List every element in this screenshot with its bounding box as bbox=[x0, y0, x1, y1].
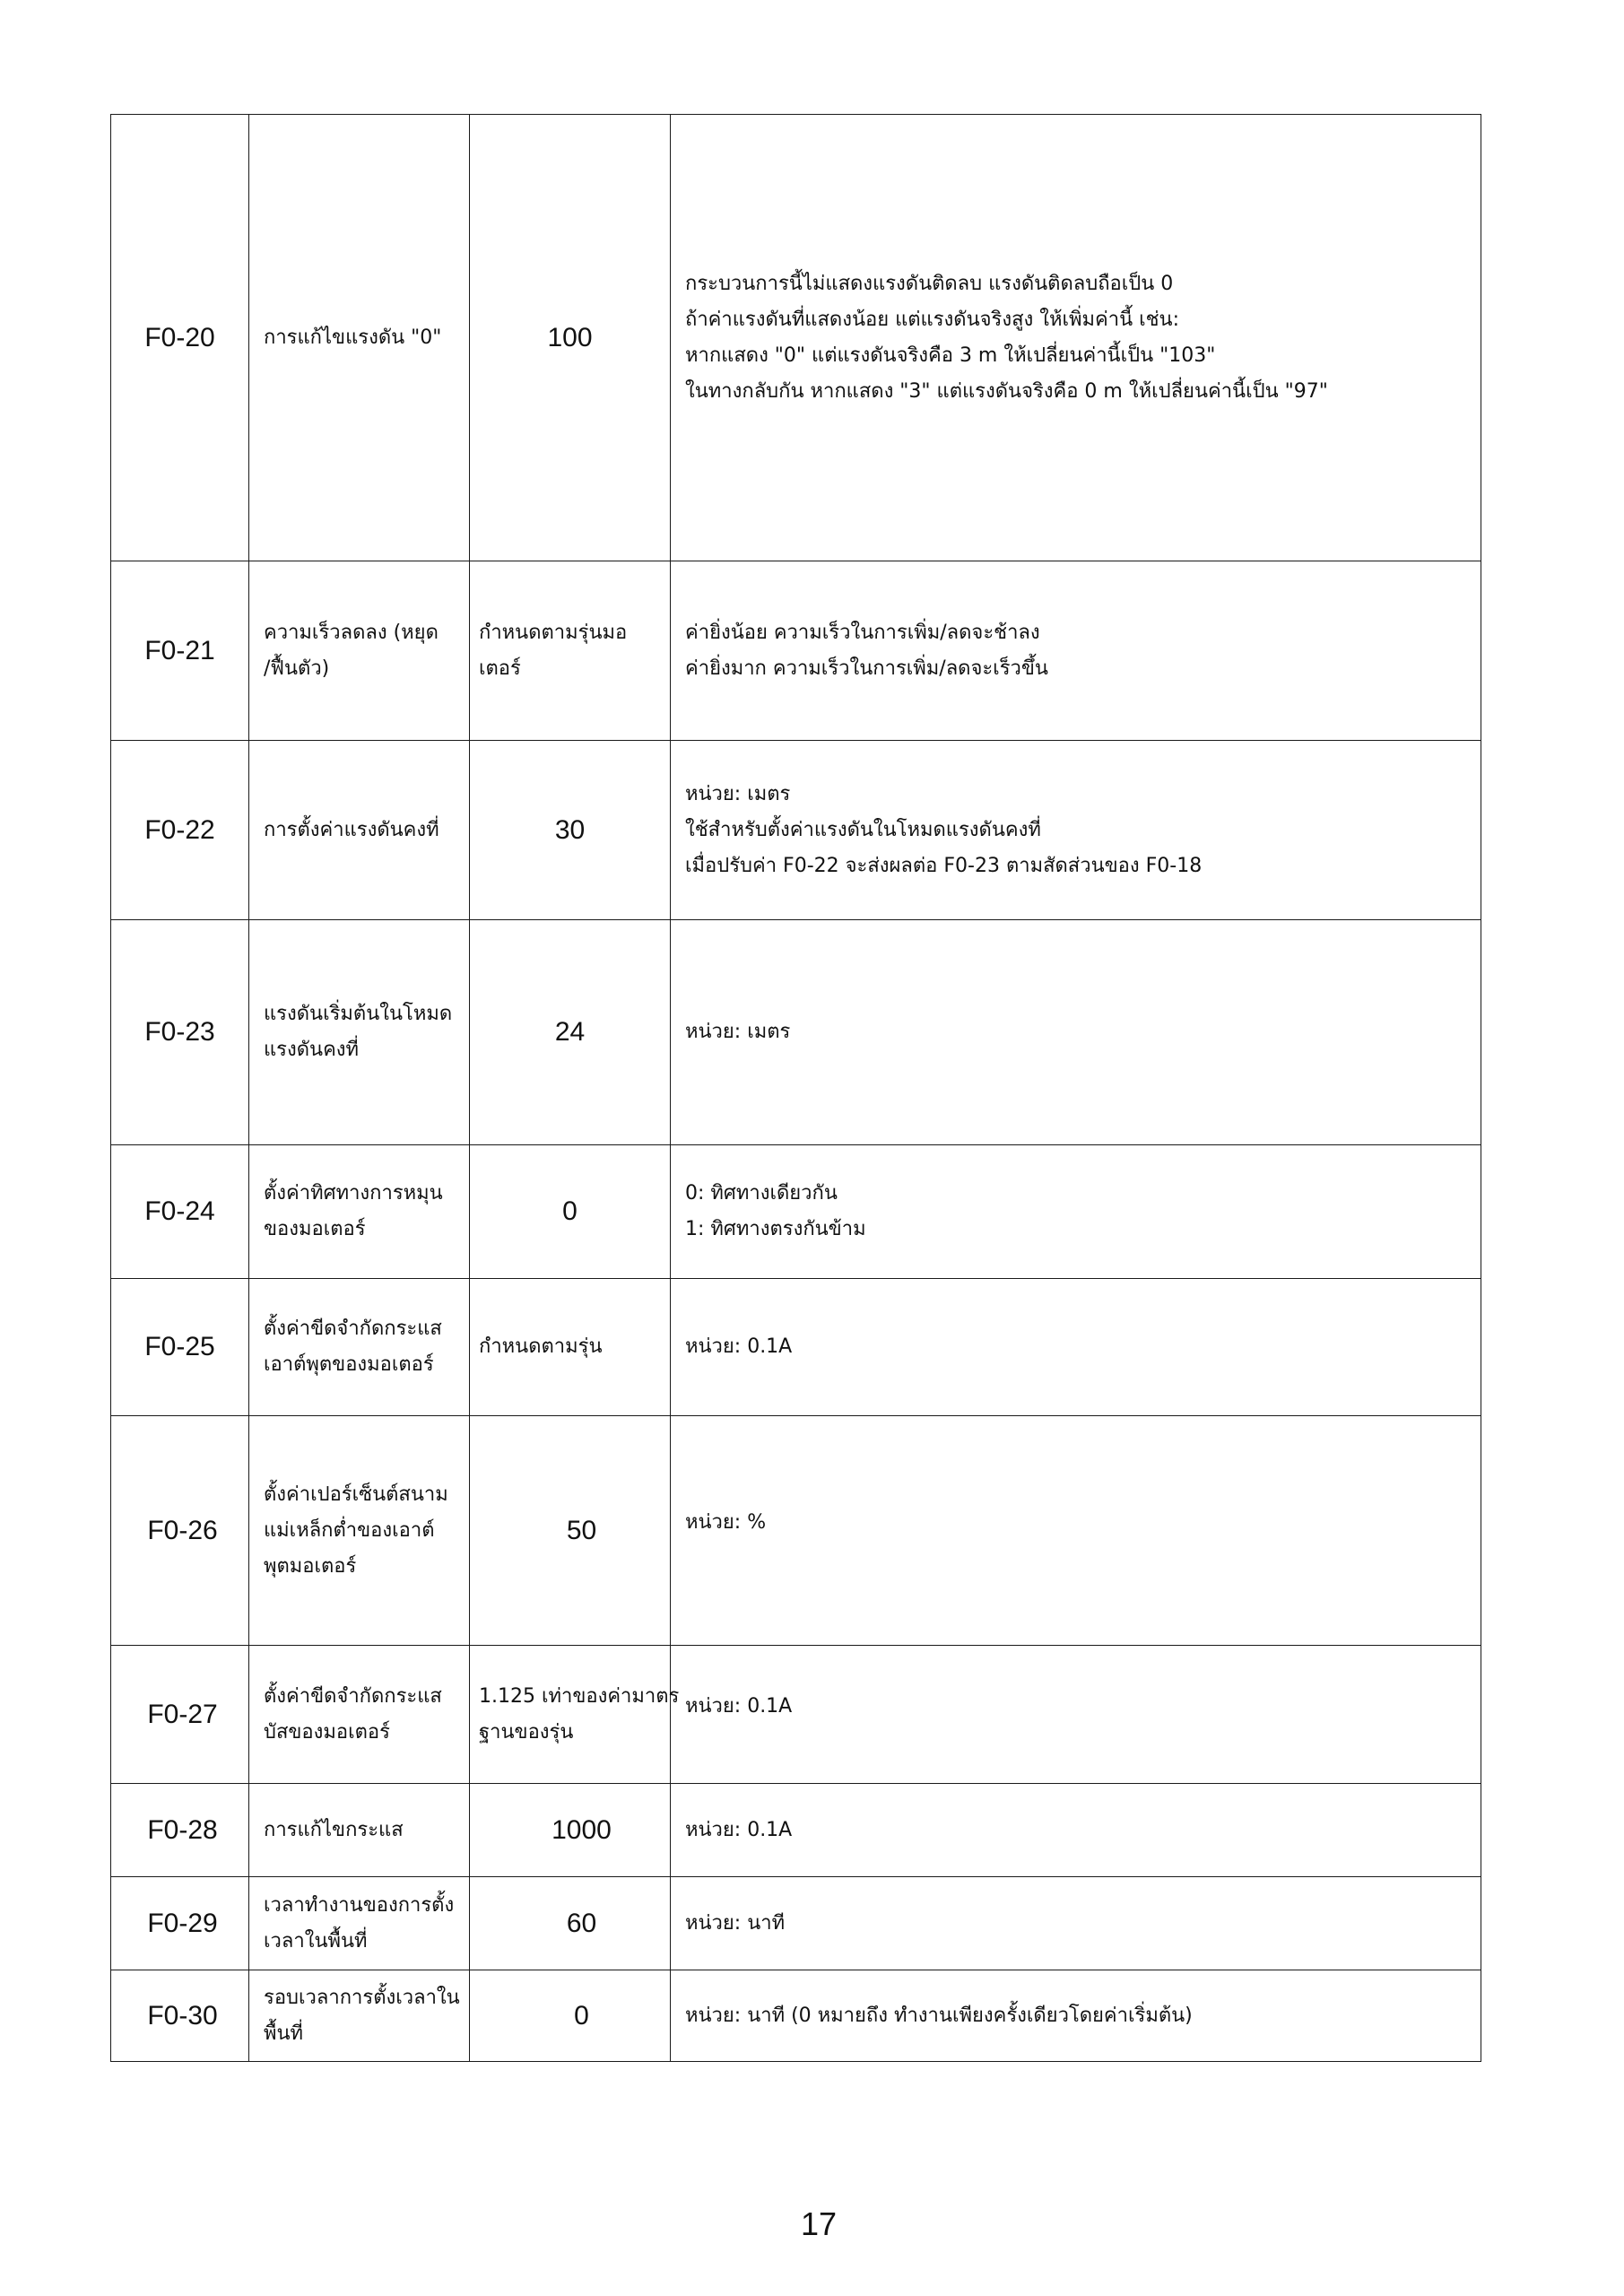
param-name bbox=[249, 1784, 470, 1877]
param-default-line: กำหนดตามรุ่น bbox=[479, 1335, 603, 1358]
description-line: 1: ทิศทางตรงกันข้าม bbox=[685, 1218, 866, 1240]
param-name bbox=[249, 1970, 470, 2062]
param-name-line: แรงดันคงที่ bbox=[264, 1039, 360, 1061]
param-default bbox=[470, 1646, 680, 1784]
param-name bbox=[249, 1416, 470, 1646]
param-default bbox=[470, 115, 671, 561]
param-default-value: 24 bbox=[554, 1017, 586, 1047]
table-row bbox=[111, 1279, 1481, 1416]
param-name bbox=[249, 115, 470, 561]
table-row bbox=[111, 1145, 1481, 1279]
description-line: หน่วย: % bbox=[685, 1510, 767, 1534]
table-row bbox=[111, 561, 1481, 741]
param-name-line: /ฟื้นตัว) bbox=[264, 657, 330, 680]
param-code: F0-20 bbox=[111, 115, 249, 561]
param-code: F0-27 bbox=[111, 1646, 249, 1784]
param-default bbox=[470, 561, 671, 741]
param-name-line: แรงดันเริ่มต้นในโหมด bbox=[264, 1003, 453, 1025]
param-name-line: ตั้งค่าเปอร์เซ็นต์สนาม bbox=[264, 1483, 448, 1506]
description-line: ในทางกลับกัน หากแสดง "3" แต่แรงดันจริงคือ 0 m ให้เปลี่ยนค่านี้เป็น "97" bbox=[685, 379, 1328, 403]
table-row bbox=[111, 115, 1481, 561]
param-description bbox=[671, 1877, 1481, 1970]
table-row bbox=[111, 1784, 1481, 1877]
param-description bbox=[671, 115, 1481, 561]
param-name-line: บัสของมอเตอร์ bbox=[264, 1720, 390, 1744]
param-default-line: เตอร์ bbox=[479, 657, 521, 680]
param-code: F0-28 bbox=[111, 1784, 249, 1877]
param-description bbox=[671, 1279, 1481, 1416]
param-description bbox=[671, 741, 1481, 920]
param-code: F0-23 bbox=[111, 920, 249, 1145]
param-name-line: แม่เหล็กต่ำของเอาต์ bbox=[264, 1518, 435, 1542]
description-line: ค่ายิ่งน้อย ความเร็วในการเพิ่ม/ลดจะช้าลง bbox=[685, 621, 1040, 644]
param-name-line: ความเร็วลดลง (หยุด bbox=[264, 621, 439, 644]
param-name bbox=[249, 1279, 470, 1416]
param-default-value: 100 bbox=[547, 322, 593, 352]
param-name-line: ตั้งค่าทิศทางการหมุน bbox=[264, 1182, 443, 1205]
param-default bbox=[470, 1877, 671, 1970]
description-line: ถ้าค่าแรงดันที่แสดงน้อย แต่แรงดันจริงสูง ให้เพิ่มค่านี้ เช่น: bbox=[685, 308, 1179, 331]
param-default-value: 30 bbox=[554, 814, 586, 845]
description-line: ค่ายิ่งมาก ความเร็วในการเพิ่ม/ลดจะเร็วขึ้น bbox=[685, 657, 1048, 680]
param-default-value: 1000 bbox=[551, 1814, 612, 1845]
param-default bbox=[470, 1784, 671, 1877]
description-line: เมื่อปรับค่า F0-22 จะส่งผลต่อ F0-23 ตามสัดส่วนของ F0-18 bbox=[685, 854, 1203, 877]
table-row bbox=[111, 1646, 1481, 1784]
description-line: หน่วย: 0.1A bbox=[685, 1818, 793, 1841]
param-code: F0-29 bbox=[111, 1877, 249, 1970]
table-row bbox=[111, 1877, 1481, 1970]
param-default bbox=[470, 1416, 671, 1646]
param-name bbox=[249, 561, 470, 741]
param-default-value: 0 bbox=[574, 2000, 589, 2031]
param-description bbox=[671, 1646, 1481, 1784]
param-description bbox=[671, 561, 1481, 741]
param-default-value: 60 bbox=[566, 1908, 597, 1938]
param-code: F0-21 bbox=[111, 561, 249, 741]
param-description bbox=[671, 920, 1481, 1145]
param-name bbox=[249, 920, 470, 1145]
description-line: หน่วย: นาที (0 หมายถึง ทำงานเพียงครั้งเดียวโดยค่าเริ่มต้น) bbox=[685, 2004, 1193, 2027]
param-name-line: พื้นที่ bbox=[264, 2022, 304, 2045]
param-name-line: การแก้ไขแรงดัน "0" bbox=[264, 326, 442, 349]
param-name-line: การตั้งค่าแรงดันคงที่ bbox=[264, 818, 439, 841]
param-code: F0-30 bbox=[111, 1970, 249, 2062]
description-line: หน่วย: 0.1A bbox=[685, 1694, 793, 1718]
param-default bbox=[470, 741, 671, 920]
param-description bbox=[671, 1416, 1481, 1646]
param-default bbox=[470, 920, 671, 1145]
param-name-line: เวลาทำงานของการตั้ง bbox=[264, 1893, 455, 1917]
param-default bbox=[470, 1145, 671, 1279]
param-default-value: 0 bbox=[562, 1196, 578, 1226]
param-code: F0-25 bbox=[111, 1279, 249, 1416]
param-name-line: ตั้งค่าขีดจำกัดกระแส bbox=[264, 1318, 442, 1340]
param-default bbox=[470, 1279, 671, 1416]
description-line: หน่วย: 0.1A bbox=[685, 1335, 793, 1358]
param-name-line: ตั้งค่าขีดจำกัดกระแส bbox=[264, 1684, 442, 1708]
table-row bbox=[111, 741, 1481, 920]
param-name-line: การแก้ไขกระแส bbox=[264, 1818, 404, 1841]
param-name-line: เวลาในพื้นที่ bbox=[264, 1929, 368, 1952]
param-default-line: ฐานของรุ่น bbox=[479, 1720, 574, 1744]
param-name bbox=[249, 1877, 470, 1970]
param-name bbox=[249, 1145, 470, 1279]
param-name-line: รอบเวลาการตั้งเวลาใน bbox=[264, 1986, 460, 2009]
param-name-line: เอาต์พุตของมอเตอร์ bbox=[264, 1353, 434, 1376]
description-line: 0: ทิศทางเดียวกัน bbox=[685, 1182, 838, 1205]
description-line: กระบวนการนี้ไม่แสดงแรงดันติดลบ แรงดันติดลบถือเป็น 0 bbox=[685, 272, 1174, 295]
param-name bbox=[249, 1646, 470, 1784]
param-default-line: 1.125 เท่าของค่ามาตร bbox=[479, 1684, 680, 1708]
param-description bbox=[671, 1145, 1481, 1279]
description-line: ใช้สำหรับตั้งค่าแรงดันในโหมดแรงดันคงที่ bbox=[685, 818, 1041, 841]
param-name bbox=[249, 741, 470, 920]
param-description bbox=[671, 1784, 1481, 1877]
table-row bbox=[111, 920, 1481, 1145]
parameter-table bbox=[110, 114, 1481, 2062]
param-default bbox=[470, 1970, 671, 2062]
param-code: F0-24 bbox=[111, 1145, 249, 1279]
param-default-line: กำหนดตามรุ่นมอ bbox=[479, 621, 628, 644]
description-line: หน่วย: นาที bbox=[685, 1911, 786, 1935]
param-default-value: 50 bbox=[566, 1515, 597, 1545]
page-number: 17 bbox=[800, 2205, 838, 2242]
description-line: หน่วย: เมตร bbox=[685, 1021, 791, 1043]
param-description bbox=[671, 1970, 1481, 2062]
param-code: F0-26 bbox=[111, 1416, 249, 1646]
param-code: F0-22 bbox=[111, 741, 249, 920]
table-row bbox=[111, 1416, 1481, 1646]
table-row bbox=[111, 1970, 1481, 2062]
param-name-line: พุตมอเตอร์ bbox=[264, 1554, 357, 1578]
param-name-line: ของมอเตอร์ bbox=[264, 1218, 366, 1240]
description-line: หน่วย: เมตร bbox=[685, 782, 791, 805]
description-line: หากแสดง "0" แต่แรงดันจริงคือ 3 m ให้เปลี่ยนค่านี้เป็น "103" bbox=[685, 344, 1216, 367]
